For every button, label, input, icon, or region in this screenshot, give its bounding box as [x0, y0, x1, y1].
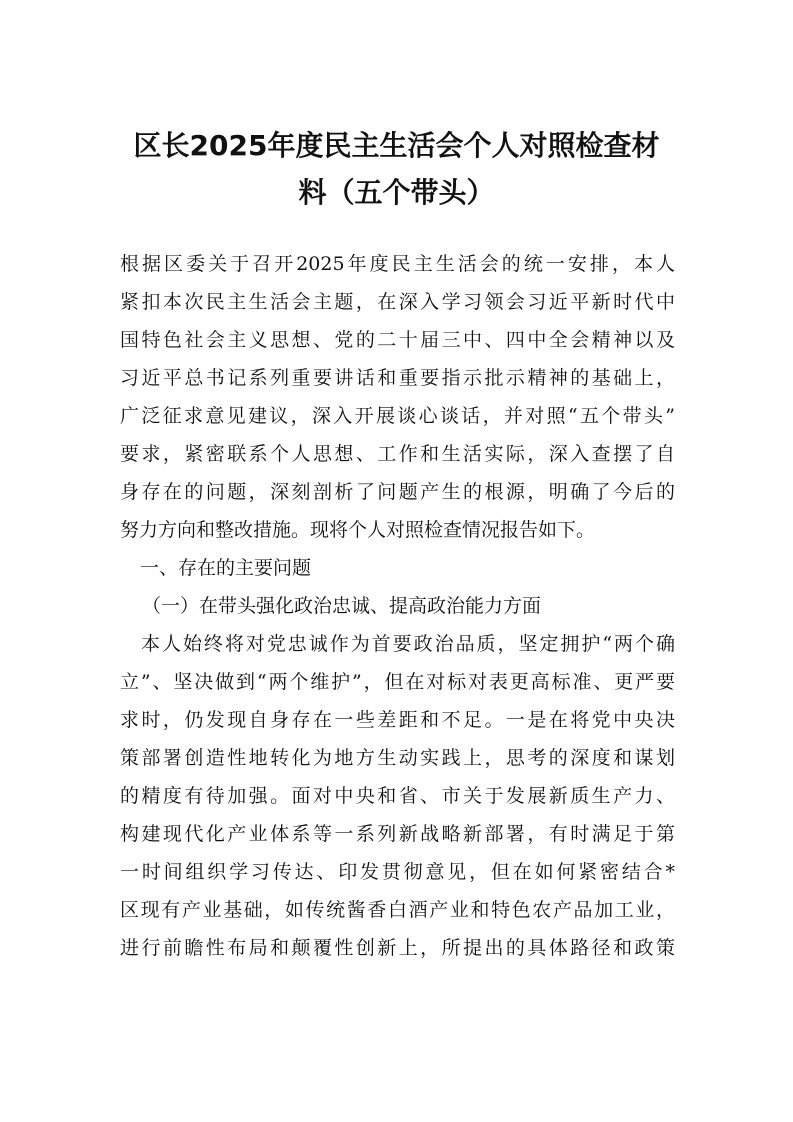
body-line: 国特色社会主义思想、党的二十届三中、四中全会精神以及 [120, 329, 675, 351]
body-line: 根据区委关于召开2025年度民主生活会的统一安排，本人 [120, 253, 675, 275]
body-line: 一时间组织学习传达、印发贯彻意见，但在如何紧密结合* [120, 861, 675, 883]
body-line: 身存在的问题，深刻剖析了问题产生的根源，明确了今后的 [120, 481, 675, 503]
body-line: 进行前瞻性布局和颠覆性创新上，所提出的具体路径和政策 [120, 937, 675, 959]
body-line: 立”、坚决做到“两个维护”，但在对标对表更高标准、更严要 [120, 671, 675, 693]
body-line: 区现有产业基础，如传统酱香白酒产业和特色农产品加工业， [120, 899, 675, 921]
subsection-heading: （一）在带头强化政治忠诚、提高政治能力方面 [142, 595, 542, 617]
body-line: 的精度有待加强。面对中央和省、市关于发展新质生产力、 [120, 785, 675, 807]
body-line: 努力方向和整改措施。现将个人对照检查情况报告如下。 [120, 519, 596, 541]
body-line: 策部署创造性地转化为地方生动实践上，思考的深度和谋划 [120, 747, 675, 769]
body-line: 紧扣本次民主生活会主题，在深入学习领会习近平新时代中 [120, 291, 675, 313]
body-line: 求时，仍发现自身存在一些差距和不足。一是在将党中央决 [120, 709, 675, 731]
body-line: 要求，紧密联系个人思想、工作和生活实际，深入查摆了自 [120, 443, 675, 465]
body-line: 习近平总书记系列重要讲话和重要指示批示精神的基础上， [120, 367, 675, 389]
document-title-line-2: 料（五个带头） [298, 176, 495, 209]
section-heading: 一、存在的主要问题 [140, 557, 312, 579]
document-title-line-1: 区长2025年度民主生活会个人对照检查材 [133, 129, 660, 162]
body-line: 构建现代化产业体系等一系列新战略新部署，有时满足于第 [120, 823, 675, 845]
body-line: 本人始终将对党忠诚作为首要政治品质，坚定拥护“两个确 [141, 633, 675, 655]
body-line: 广泛征求意见建议，深入开展谈心谈话，并对照“五个带头” [120, 405, 675, 427]
